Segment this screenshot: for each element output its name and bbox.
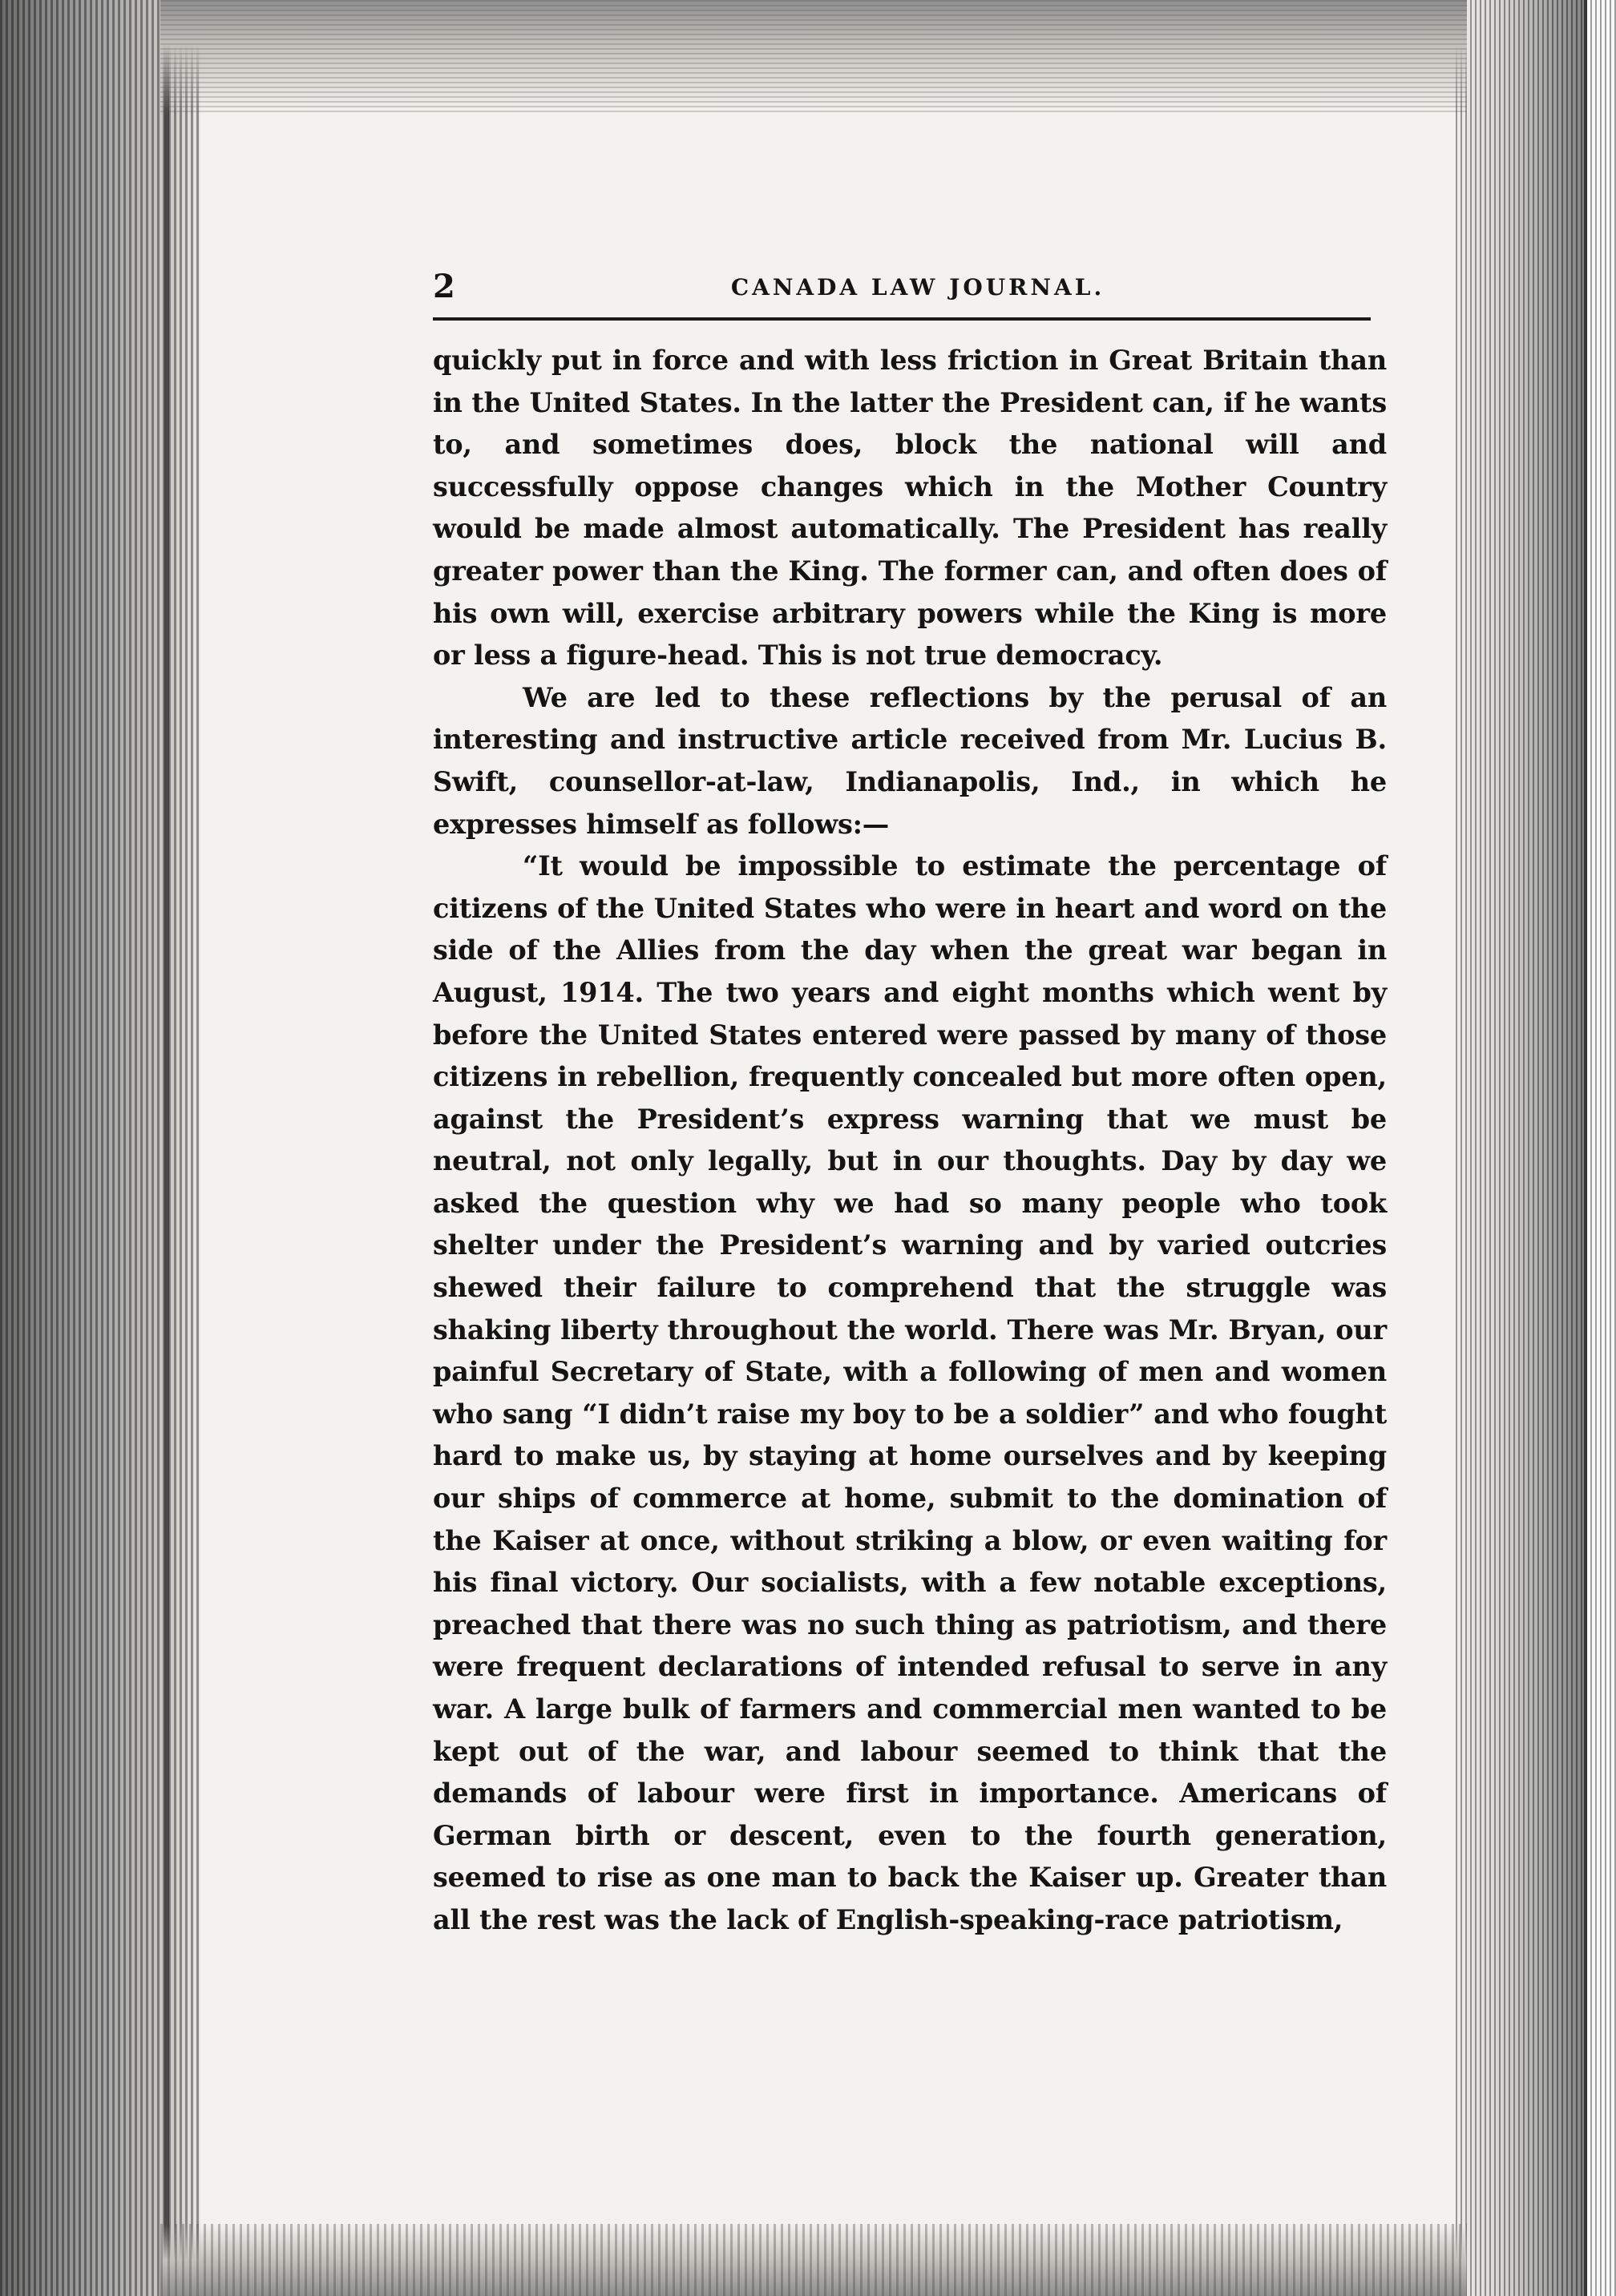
paragraph-quotation: “It would be impossible to estimate the percentage of citizens of the United States who were in heart and word on the side of the Allies from the day when the great war began in August, 1914. The two years and eight months which went by before the United States entered were passed by many of those citizens in rebellion, frequently concealed but more often open, against the President’s express warning that we must be neutral, not only legally, but in our thoughts. Day by day we asked the question why we had so many people who took shelter under the President’s warning and by varied outcries shewed their failure to comprehend that the struggle was shaking liberty throughout the world. There was Mr. Bryan, our painful Secretary of State, with a following of men and women who sang “I didn’t raise my boy to be a soldier” and who fought hard to make us, by staying at home ourselves and by keeping our ships of commerce at home, submit to the domination of the Kaiser at once, without striking a blow, or even waiting for his final victory. Our socialists, with a few notable exceptions, preached that there was no such thing as patriotism, and there were frequent declarations of intended refusal to serve in any war. A large bulk of farmers and commercial men wanted to be kept out of the war, and labour seemed to think that the demands of labour were first in importance. Americans of German birth or descent, even to the fourth generation, seemed to rise as one man to back the Kaiser up. Greater than all the rest was the lack of English-speaking-race patriotism, [433,850,1387,1935]
body-text [433,340,1387,1942]
journal-page [433,264,1403,1942]
paragraph-introduction: We are led to these reflections by the perusal of an interesting and instructive article received from Mr. Lucius B. Swift, counsellor-at-law, Indianapolis, Ind., in which he expresses himself as follows:— [433,681,1387,840]
running-head: CANADA LAW JOURNAL. [730,274,1105,301]
scan-right-edge [1456,0,1616,2296]
scan-right-border-line [1584,0,1587,2296]
scan-left-edge [0,0,200,2296]
header-rule [433,317,1371,321]
scan-bottom-edge [160,2224,1467,2296]
page-header [433,264,1403,313]
paragraph-continuation: quickly put in force and with less friction in Great Britain than in the United States. In the latter the President can, if he wants to, and sometimes does, block the national will and successfully oppose changes which in the Mother Country would be made almost automatically. The President has really greater power than the King. The former can, and often does of his own will, exercise arbitrary powers while the King is more or less a figure-head. This is not true democracy. [433,345,1387,672]
scan-left-binding-line [164,0,169,2296]
scan-top-edge [160,0,1467,112]
page-number: 2 [433,268,455,305]
